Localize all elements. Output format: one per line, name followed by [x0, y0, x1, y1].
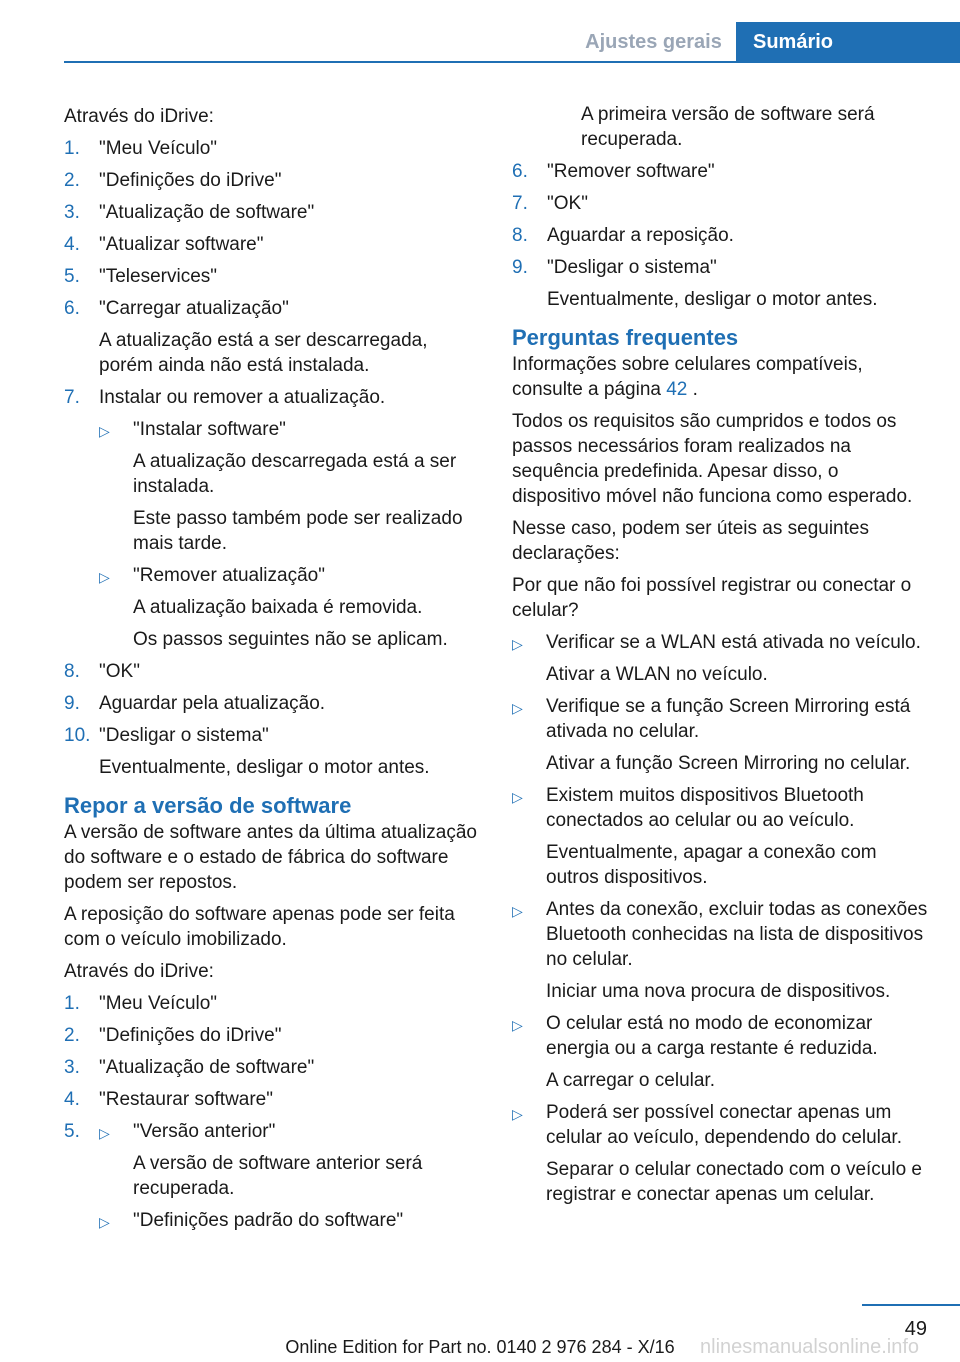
paragraph: A versão de software antes da última atualização do software e o estado de fábrica do software podem ser repostos.: [64, 822, 477, 893]
step-detail: A atualização está a ser descarregada, porém ainda não está instalada.: [99, 330, 428, 376]
list-item: [512, 255, 932, 312]
option-text: "Versão anterior": [133, 1121, 276, 1142]
step-number: 5.: [64, 266, 80, 287]
footer-edition: Online Edition for Part no. 0140 2 976 284 - X/16: [285, 1337, 675, 1357]
step-text: "Atualizar software": [99, 234, 264, 255]
bullet-item: [512, 897, 932, 1004]
step-text: "Carregar atualização": [99, 298, 289, 319]
step-text: "Atualização de software": [99, 202, 315, 223]
triangle-bullet-icon: ▷: [512, 903, 523, 919]
paragraph: A reposição do software apenas pode ser feita com o veículo imobilizado.: [64, 904, 455, 950]
list-item: [64, 296, 478, 378]
bullet-detail: Ativar a WLAN no veículo.: [546, 664, 768, 685]
list-item: [512, 159, 932, 184]
section-heading-perguntas-frequentes: Perguntas frequentes: [512, 325, 739, 350]
option-detail: Este passo também pode ser realizado mais tarde.: [133, 508, 463, 554]
step-number: 6.: [64, 298, 80, 319]
step-number: 2.: [64, 170, 80, 191]
step-text: "Meu Veículo": [99, 138, 218, 159]
sub-list-item: [99, 417, 478, 556]
step-text: "Desligar o sistema": [99, 725, 269, 746]
step-text: Instalar ou remover a atualização.: [99, 387, 386, 408]
triangle-bullet-icon: ▷: [99, 569, 110, 585]
step-text: "Atualização de software": [99, 1057, 315, 1078]
continued-detail: A primeira versão de software será recuperada.: [581, 104, 875, 150]
step-text: "OK": [547, 193, 588, 214]
step-number: 10.: [64, 725, 91, 746]
step-detail: Eventualmente, desligar o motor antes.: [547, 289, 878, 310]
step-detail: Eventualmente, desligar o motor antes.: [99, 757, 430, 778]
list-item: [64, 659, 478, 684]
option-detail: A versão de software anterior será recuperada.: [133, 1153, 423, 1199]
bullet-detail: A carregar o celular.: [546, 1070, 715, 1091]
tab-sumario[interactable]: Sumário: [736, 22, 960, 62]
bullet-text: Antes da conexão, excluir todas as conexões Bluetooth conhecidas na lista de dispositivos no celular.: [546, 899, 928, 970]
triangle-bullet-icon: ▷: [99, 1125, 110, 1141]
list-item: [64, 1119, 478, 1235]
step-number: 6.: [512, 161, 528, 182]
bullet-text: Verificar se a WLAN está ativada no veículo.: [546, 632, 921, 653]
option-text: "Instalar software": [133, 419, 286, 440]
step-number: 3.: [64, 202, 80, 223]
bullet-detail: Ativar a função Screen Mirroring no celular.: [546, 753, 911, 774]
step-text: "OK": [99, 661, 140, 682]
paragraph: Todos os requisitos são cumpridos e todos os passos necessários foram realizados na sequência predefinida. Apesar disso, o dispositivo móvel não funciona como esperado.: [512, 411, 913, 507]
sub-list-item: [99, 1208, 478, 1235]
right-column: [512, 102, 932, 1214]
triangle-bullet-icon: ▷: [512, 636, 523, 652]
list-item: [64, 168, 478, 193]
bullet-text: O celular está no modo de economizar energia ou a carga restante é reduzida.: [546, 1013, 878, 1059]
bullet-item: [512, 694, 932, 776]
question: Por que não foi possível registrar ou conectar o celular?: [512, 575, 912, 621]
step-text: "Remover software": [547, 161, 715, 182]
step-number: 8.: [512, 225, 528, 246]
step-number: 4.: [64, 1089, 80, 1110]
list-item: [64, 136, 478, 161]
step-text: "Definições do iDrive": [99, 170, 282, 191]
option-detail: A atualização descarregada está a ser instalada.: [133, 451, 457, 497]
list-item: [512, 223, 932, 248]
step-number: 9.: [64, 693, 80, 714]
bullet-item: [512, 1100, 932, 1207]
triangle-bullet-icon: ▷: [512, 700, 523, 716]
step-text: Aguardar pela atualização.: [99, 693, 326, 714]
page-number: 49: [904, 1318, 927, 1340]
bullet-text: Poderá ser possível conectar apenas um celular ao veículo, dependendo do celular.: [546, 1102, 902, 1148]
option-detail: Os passos seguintes não se aplicam.: [133, 629, 448, 650]
bullet-item: [512, 783, 932, 890]
step-number: 5.: [64, 1121, 80, 1142]
bullet-item: [512, 630, 932, 687]
step-text: Aguardar a reposição.: [547, 225, 734, 246]
step-text: "Restaurar software": [99, 1089, 273, 1110]
bullet-text: Existem muitos dispositivos Bluetooth conectados ao celular ou ao veículo.: [546, 785, 864, 831]
page-link[interactable]: 42: [666, 379, 688, 400]
step-text: "Definições do iDrive": [99, 1025, 282, 1046]
option-detail: A atualização baixada é removida.: [133, 597, 423, 618]
list-item: [64, 1087, 478, 1112]
paragraph: Informações sobre celulares compatíveis, consulte a página 42 .: [512, 354, 863, 400]
option-text: "Definições padrão do software": [133, 1210, 404, 1231]
list-item: [64, 385, 478, 652]
bullet-item: [512, 1011, 932, 1093]
list-item: [64, 1055, 478, 1080]
paragraph: Nesse caso, podem ser úteis as seguintes declarações:: [512, 518, 869, 564]
list-item: [64, 264, 478, 289]
left-column: [64, 104, 478, 1242]
list-item: [64, 200, 478, 225]
bullet-detail: Iniciar uma nova procura de dispositivos.: [546, 981, 891, 1002]
bullet-detail: Separar o celular conectado com o veículo e registrar e conectar apenas um celular.: [546, 1159, 922, 1205]
triangle-bullet-icon: ▷: [512, 1106, 523, 1122]
triangle-bullet-icon: ▷: [99, 423, 110, 439]
sub-list-item: [99, 563, 478, 652]
list-item: [64, 1023, 478, 1048]
step-text: "Desligar o sistema": [547, 257, 717, 278]
step-number: 2.: [64, 1025, 80, 1046]
step-number: 8.: [64, 661, 80, 682]
list-item: [64, 723, 478, 780]
bullet-text: Verifique se a função Screen Mirroring está ativada no celular.: [546, 696, 911, 742]
section-tab-ajustes-gerais[interactable]: Ajustes gerais: [585, 30, 722, 53]
watermark: nlinesmanualsonline.info: [700, 1336, 920, 1358]
intro-text: Através do iDrive:: [64, 961, 214, 982]
step-number: 9.: [512, 257, 528, 278]
bullet-detail: Eventualmente, apagar a conexão com outros dispositivos.: [546, 842, 877, 888]
footer-rule: [862, 1304, 960, 1306]
option-text: "Remover atualização": [133, 565, 325, 586]
step-number: 3.: [64, 1057, 80, 1078]
step-number: 1.: [64, 993, 80, 1014]
section-heading-repor-versao: Repor a versão de software: [64, 793, 352, 818]
list-item: [64, 232, 478, 257]
step-text: "Meu Veículo": [99, 993, 218, 1014]
triangle-bullet-icon: ▷: [512, 789, 523, 805]
triangle-bullet-icon: ▷: [99, 1214, 110, 1230]
list-item: [64, 991, 478, 1016]
sub-list-item: [99, 1119, 478, 1201]
step-text: "Teleservices": [99, 266, 218, 287]
intro-text: Através do iDrive:: [64, 106, 214, 127]
step-number: 7.: [64, 387, 80, 408]
step-number: 7.: [512, 193, 528, 214]
step-number: 4.: [64, 234, 80, 255]
list-item: [64, 691, 478, 716]
step-number: 1.: [64, 138, 80, 159]
triangle-bullet-icon: ▷: [512, 1017, 523, 1033]
list-item: [512, 191, 932, 216]
